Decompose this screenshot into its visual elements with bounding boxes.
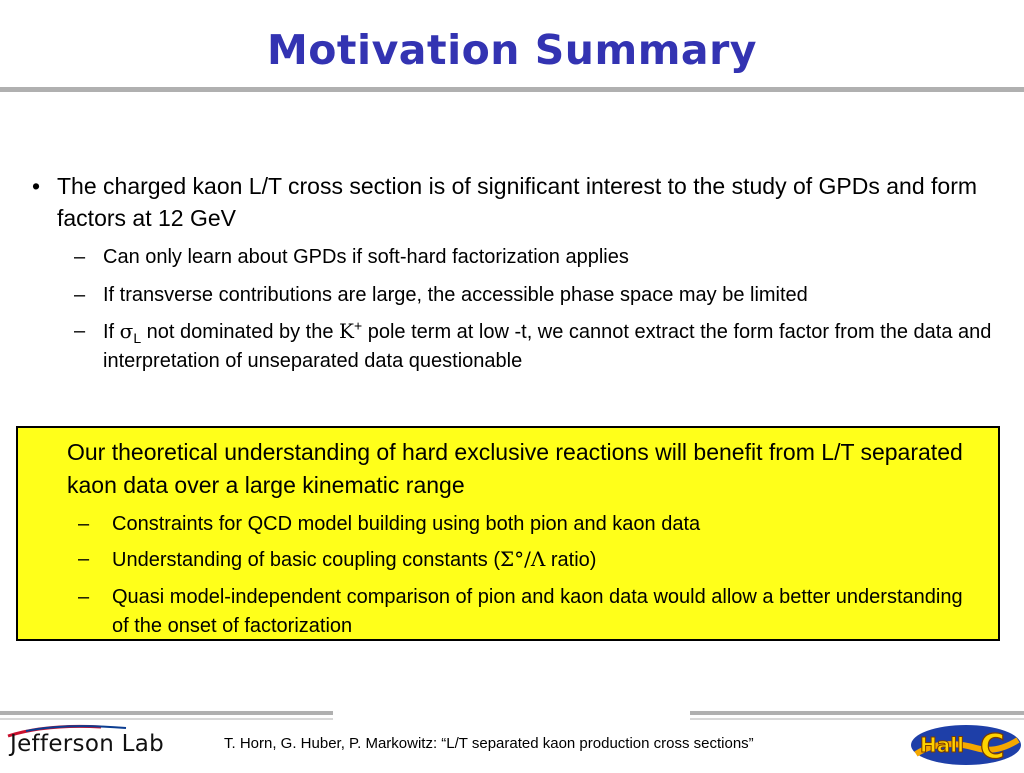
dash-mark: – xyxy=(74,320,86,342)
dash-mark: – xyxy=(78,513,90,535)
sub-bullet-text: If transverse contributions are large, the accessible phase space may be limited xyxy=(103,284,808,306)
dash-mark: – xyxy=(78,548,90,570)
box-item-text: Constraints for QCD model building using both pion and kaon data xyxy=(112,513,701,535)
svg-text:C: C xyxy=(980,727,1005,767)
text-suffix: ratio) xyxy=(545,549,597,571)
dash-mark: – xyxy=(74,284,86,306)
slide-title: Motivation Summary xyxy=(266,26,758,74)
text-suffix: pole term at low -t, we cannot extract the form factor from the data and interpretation of unseparated data questionable xyxy=(103,321,992,372)
jefferson-lab-logo xyxy=(6,722,166,762)
box-item-text: Quasi model-independent comparison of pion and kaon data would allow a better understanding of the onset of factorization xyxy=(112,586,963,637)
hall-c-logo-icon xyxy=(906,718,1024,768)
svg-text:Hall: Hall xyxy=(920,733,964,757)
text-mid: not dominated by the xyxy=(141,321,340,343)
text-prefix: Understanding of basic coupling constants ( xyxy=(112,549,501,571)
sub-bullet-text: Can only learn about GPDs if soft-hard factorization applies xyxy=(103,246,629,268)
footer-gap xyxy=(333,711,690,720)
greek-ratio: Σ°/Λ xyxy=(500,547,546,571)
dash-mark: – xyxy=(74,246,86,268)
bullet-mark: • xyxy=(32,173,41,199)
highlight-box xyxy=(16,426,1000,641)
hall-c-logo xyxy=(906,718,1024,768)
sigma-symbol: σ xyxy=(119,319,134,343)
main-bullet-text: The charged kaon L/T cross section is of significant interest to the study of GPDs and form factors at 12 GeV xyxy=(57,173,978,231)
sub-bullet-text xyxy=(103,317,1018,376)
sigma-subscript: L xyxy=(133,330,142,346)
kaon-symbol: K xyxy=(339,319,354,343)
kaon-superscript: + xyxy=(354,317,363,334)
dash-mark: – xyxy=(78,586,90,608)
title-divider xyxy=(0,87,1024,92)
box-item-text xyxy=(112,545,982,575)
footer-citation: T. Horn, G. Huber, P. Markowitz: “L/T separated kaon production cross sections” xyxy=(224,735,754,752)
text-prefix: If xyxy=(103,321,120,343)
jlab-wordmark: Jefferson Lab xyxy=(10,731,165,757)
box-lead-text: Our theoretical understanding of hard exclusive reactions will benefit from L/T separated kaon data over a large kinematic range xyxy=(67,439,963,498)
